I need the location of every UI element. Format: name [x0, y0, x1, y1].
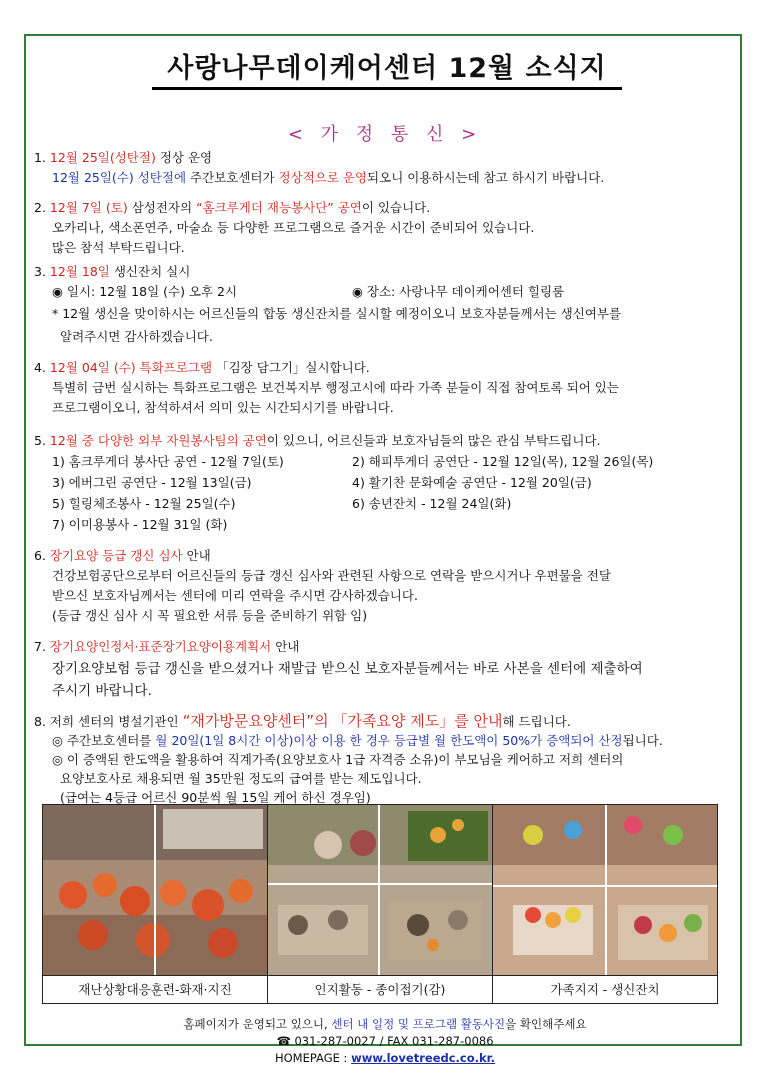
- notice-line: 요양보호사로 채용되면 월 35만원 정도의 급여를 받는 제도입니다.: [60, 771, 422, 786]
- photo-illustration: [493, 805, 717, 975]
- notice-number: 1.: [34, 150, 46, 165]
- photo-gallery: [42, 804, 718, 1004]
- notice-number: 8.: [34, 714, 46, 729]
- photo-birthday: [493, 805, 717, 976]
- notice-date: 12월 04일 (수) 특화프로그램: [49, 360, 213, 375]
- notice-8: [34, 712, 663, 807]
- list-item: 5) 힐링체조봉사 - 12월 25일(수): [52, 496, 236, 511]
- notice-heading: 장기요양 등급 갱신 심사: [49, 548, 183, 563]
- text: 되오니 이용하시는데 참고 하시기 바랍니다.: [367, 170, 605, 185]
- notice-number: 5.: [34, 433, 46, 448]
- notice-7: [34, 636, 643, 702]
- notice-number: 3.: [34, 264, 46, 279]
- event-place: ◉ 장소: 사랑나무 데이케어센터 힐링룸: [352, 284, 565, 299]
- notice-date: 12월 7일 (토): [49, 200, 128, 215]
- list-item: 4) 활기찬 문화예술 공연단 - 12월 20일(금): [352, 475, 592, 490]
- text: 됩니다.: [622, 733, 663, 748]
- notice-line: 프로그램이오니, 참석하셔서 의미 있는 시간되시기를 바랍니다.: [52, 400, 394, 415]
- notice-heading: 생신잔치 실시: [113, 264, 191, 279]
- text-blue: 12월 25일(수) 성탄절에: [52, 170, 187, 185]
- notice-number: 2.: [34, 200, 46, 215]
- footer-text: 을 확인해주세요: [505, 1017, 587, 1031]
- text: ◎ 주간보호센터를: [52, 733, 152, 748]
- footer: [0, 1016, 770, 1067]
- notice-1: [34, 148, 604, 188]
- text: 이 있습니다.: [361, 200, 431, 215]
- notice-heading: 정상 운영: [159, 150, 213, 165]
- photo-origami: [268, 805, 492, 976]
- photo-illustration: [43, 805, 267, 975]
- notice-line: 많은 참석 부탁드립니다.: [52, 240, 185, 255]
- text-red: 정상적으로 운영: [278, 170, 368, 185]
- notice-line: 알려주시면 감사하겠습니다.: [60, 329, 213, 344]
- text-red: 「가족요양 제도」를 안내: [332, 712, 503, 730]
- notice-line: 오카리나, 색소폰연주, 마술쇼 등 다양한 프로그램으로 즐거운 시간이 준비되어 있습니다.: [52, 220, 535, 235]
- notice-line: 주시기 바랍니다.: [52, 683, 152, 699]
- notice-line: * 12월 생신을 맞이하시는 어르신들의 합동 생신잔치를 실시할 예정이오니 보호자분들께서는 생신여부를: [52, 306, 622, 321]
- text-blue: 월 20일(1일 8시간 이상)이상 이용 한 경우 등급별 월 한도액이 50%가 증액되어 산정: [155, 733, 623, 748]
- notice-4: [34, 358, 619, 418]
- notice-3: [34, 262, 621, 348]
- text: 주간보호센터가: [190, 170, 275, 185]
- notice-heading: 「김장 담그기」실시합니다.: [216, 360, 370, 375]
- notice-line: (등급 갱신 심사 시 꼭 필요한 서류 등을 준비하기 위함 임): [52, 608, 368, 623]
- photo-caption: 재난상황대응훈련-화재·지진: [78, 982, 232, 997]
- text-red: “재가방문요양센터”의: [182, 712, 329, 730]
- photo-disaster-drill: [43, 805, 267, 976]
- list-item: 3) 에버그린 공연단 - 12월 13일(금): [52, 475, 252, 490]
- text: 안내: [186, 548, 211, 563]
- section-subtitle: < 가 정 통 신 >: [287, 124, 483, 145]
- contact-line: ☎ 031-287-0027 / FAX 031-287-0086: [276, 1034, 494, 1048]
- notice-heading: 장기요양인정서·표준장기요양이용계획서: [49, 639, 272, 654]
- notice-number: 6.: [34, 548, 46, 563]
- text: 안내: [275, 639, 300, 654]
- notice-number: 7.: [34, 639, 46, 654]
- text: 이 있으니, 어르신들과 보호자님들의 많은 관심 부탁드립니다.: [266, 433, 601, 448]
- list-item: 1) 홈크루게더 봉사단 공연 - 12월 7일(토): [52, 454, 284, 469]
- event-time: ◉ 일시: 12월 18일 (수) 오후 2시: [52, 284, 238, 299]
- notice-line: 특별히 금번 실시하는 특화프로그램은 보건복지부 행정고시에 따라 가족 분들이 직접 참여토록 되어 있는: [52, 380, 619, 395]
- notice-line: 장기요양보험 등급 갱신을 받으셨거나 재발급 받으신 보호자분들께서는 바로 사본을 센터에 제출하여: [52, 661, 643, 677]
- notice-date: 12월 18일: [49, 264, 110, 279]
- notice-line: 건강보험공단으로부터 어르신들의 등급 갱신 심사와 관련된 사항으로 연락을 받으시거나 우편물을 전달: [52, 568, 611, 583]
- notice-heading: 12월 중 다양한 외부 자원봉사팀의 공연: [49, 433, 267, 448]
- page-title: 사랑나무데이케어센터 12월 소식지: [152, 46, 622, 90]
- list-item: 7) 이미용봉사 - 12월 31일 (화): [52, 517, 228, 532]
- photo-caption: 가족지지 - 생신잔치: [550, 982, 660, 997]
- notice-number: 4.: [34, 360, 46, 375]
- notice-date: 12월 25일(성탄절): [49, 150, 156, 165]
- notice-line: ◎ 이 증액된 한도액을 활용하여 직계가족(요양보호사 1급 자격증 소유)이 부모님을 케어하고 저희 센터의: [52, 752, 624, 767]
- text: 해 드립니다.: [502, 714, 571, 729]
- notice-5: [34, 430, 653, 535]
- notice-line: (급여는 4등급 어르신 90분씩 월 15일 케어 하신 경우임): [60, 790, 371, 805]
- photo-card: [493, 805, 717, 1003]
- homepage-label: HOMEPAGE :: [274, 1051, 348, 1065]
- notice-line: 받으신 보호자님께서는 센터에 미리 연락을 주시면 감사하겠습니다.: [52, 588, 418, 603]
- homepage-link[interactable]: www.lovetreedc.co.kr.: [351, 1051, 496, 1065]
- photo-caption: 인지활동 - 종이접기(감): [314, 982, 446, 997]
- list-item: 2) 해피투게더 공연단 - 12월 12일(목), 12월 26일(목): [352, 454, 654, 469]
- photo-card: [43, 805, 268, 1003]
- photo-card: [268, 805, 493, 1003]
- photo-illustration: [268, 805, 492, 975]
- footer-text-blue: 센터 내 일정 및 프로그램 활동사진: [331, 1017, 506, 1031]
- footer-text: 홈페이지가 운영되고 있으니,: [183, 1017, 328, 1031]
- text: 삼성전자의: [131, 200, 193, 215]
- text: 저희 센터의 병설기관인: [49, 714, 179, 729]
- list-item: 6) 송년잔치 - 12월 24일(화): [352, 496, 512, 511]
- notice-2: [34, 198, 534, 258]
- notice-6: [34, 546, 611, 626]
- text-red: “홈크루게더 재능봉사단” 공연: [196, 200, 362, 215]
